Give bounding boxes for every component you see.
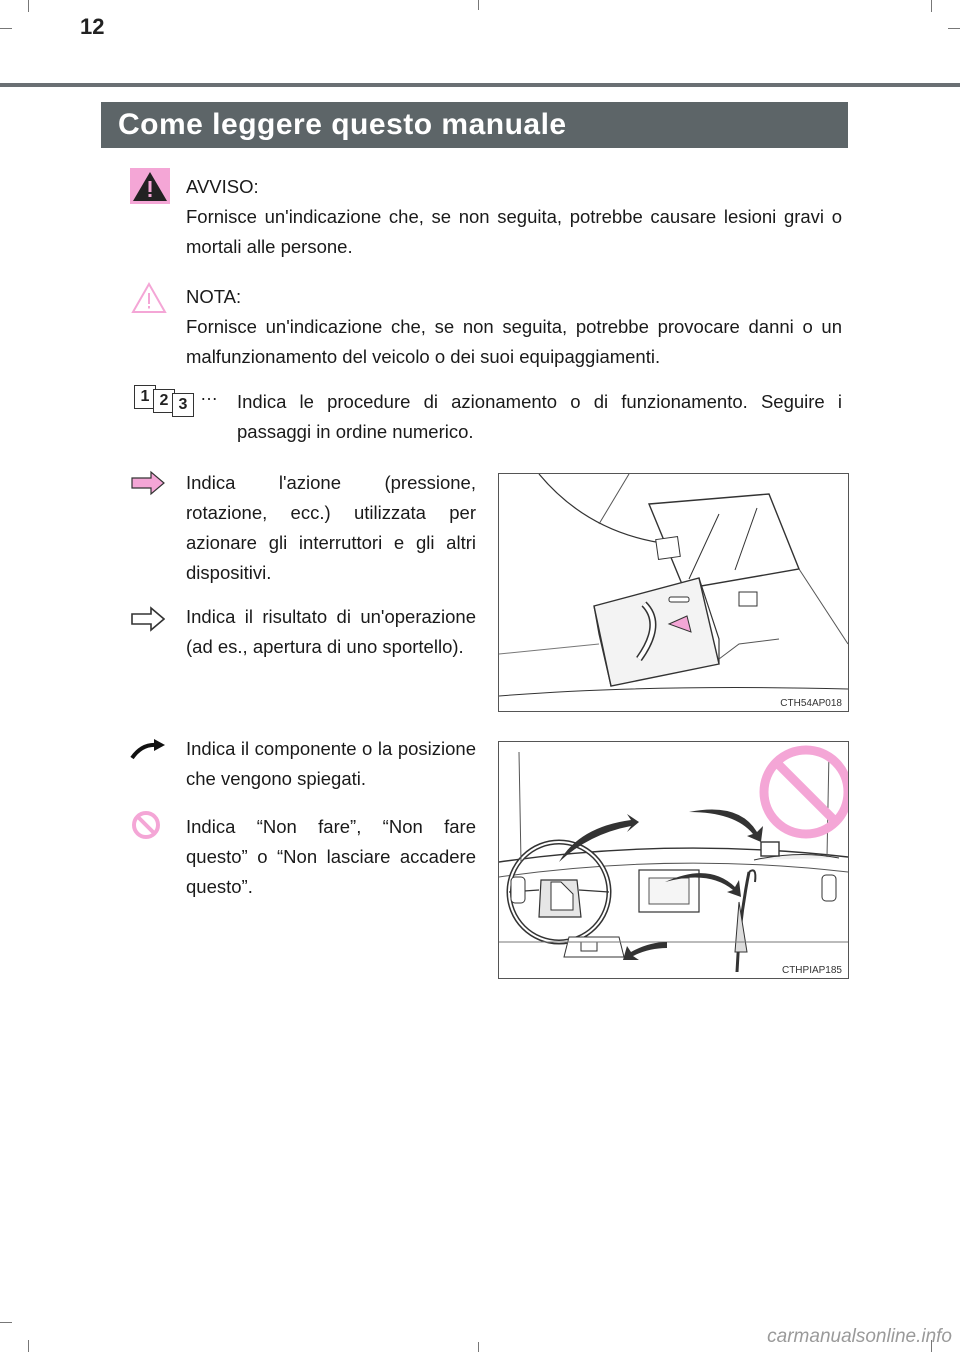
prohibited-text: Indica “Non fare”, “Non fare questo” o “Non lasciare accadere questo”. <box>186 816 476 897</box>
header-rule <box>0 83 960 87</box>
figure-code: CTHPIAP185 <box>781 965 842 976</box>
crop-mark <box>931 0 932 12</box>
crop-mark <box>28 0 29 12</box>
footer-url: carmanualsonline.info <box>767 1326 952 1347</box>
result-text: Indica il risultato di un'operazione (ad es., apertura di uno sportello). <box>186 606 476 657</box>
warning-label: AVVISO: <box>186 176 259 197</box>
caution-triangle-icon <box>131 281 167 315</box>
section-title: Come leggere questo manuale <box>118 108 567 141</box>
steps-text: Indica le procedure di azionamento o di funzionamento. Seguire i passaggi in ordine numerico. <box>237 391 842 442</box>
result-arrow-icon <box>131 606 165 632</box>
steps-ellipsis: … <box>200 384 218 404</box>
component-text: Indica il componente o la posizione che vengono spiegati. <box>186 738 476 789</box>
section-title-bar <box>101 102 848 148</box>
figure-code: CTH54AP018 <box>780 698 842 709</box>
crop-mark <box>28 1340 29 1352</box>
action-arrow-icon <box>131 470 165 496</box>
crop-mark <box>0 28 12 29</box>
step-number-box: 3 <box>172 393 194 417</box>
notice-entry <box>186 282 842 372</box>
warning-entry <box>186 172 842 262</box>
action-text: Indica l'azione (pressione, rotazione, ecc.) utilizzata per azionare gli interruttori e gli altri dispositivi. <box>186 472 476 583</box>
dashboard-figure <box>498 741 849 979</box>
crop-mark <box>478 1342 479 1352</box>
step-number-box: 1 <box>134 385 156 409</box>
crop-mark <box>478 0 479 10</box>
notice-label: NOTA: <box>186 286 242 307</box>
step-number-box: 2 <box>153 389 175 413</box>
prohibited-icon <box>131 810 161 840</box>
notice-text: Fornisce un'indicazione che, se non seguita, potrebbe provocare danni o un malfunzionamento del veicolo o dei suoi equipaggiamenti. <box>186 316 842 367</box>
crop-mark <box>948 28 960 29</box>
crop-mark <box>0 1322 12 1323</box>
overhead-console-figure <box>498 473 849 712</box>
page-number: 12 <box>80 14 105 39</box>
warning-text: Fornisce un'indicazione che, se non seguita, potrebbe causare lesioni gravi o mortali alle persone. <box>186 206 842 257</box>
curved-pointer-icon <box>130 738 166 760</box>
warning-triangle-icon <box>130 168 170 204</box>
